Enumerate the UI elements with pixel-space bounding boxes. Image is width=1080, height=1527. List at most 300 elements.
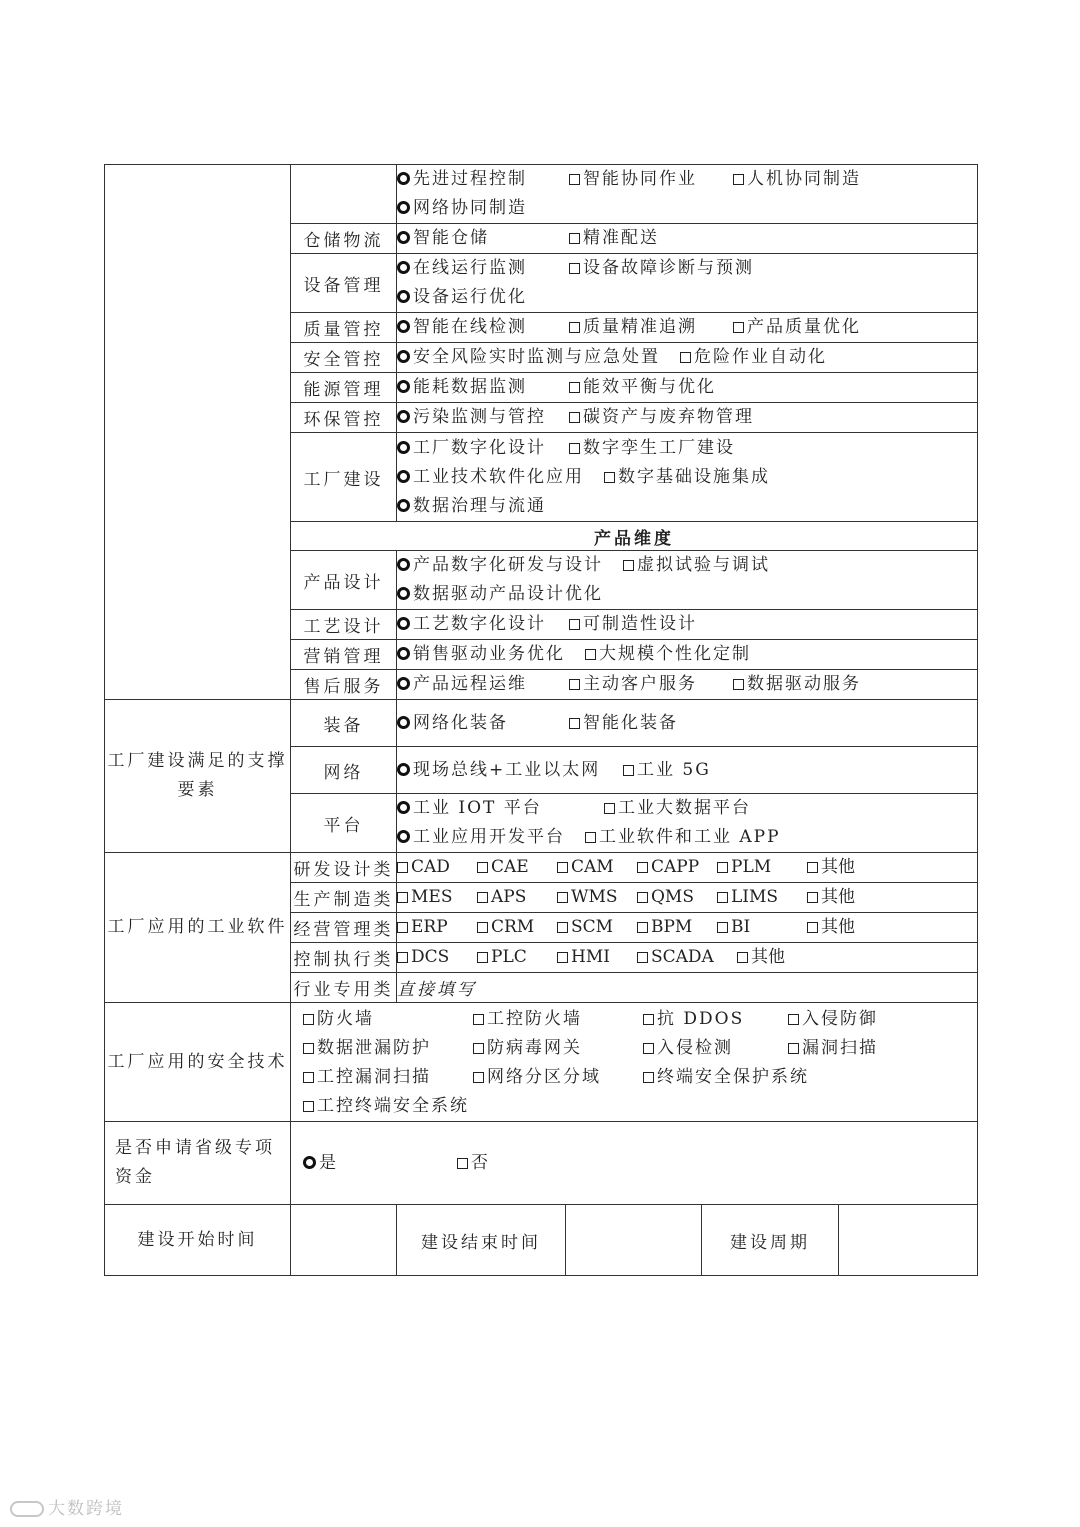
checkbox-empty-icon xyxy=(717,922,728,933)
software-label: CAD xyxy=(411,857,450,877)
software-label: ERP xyxy=(411,917,448,937)
checkbox-empty-icon xyxy=(473,1014,484,1025)
industry-software-input[interactable] xyxy=(397,973,978,1003)
option-item[interactable] xyxy=(585,640,751,669)
security-line xyxy=(303,1063,977,1092)
software-option[interactable] xyxy=(557,853,614,882)
software-option[interactable] xyxy=(397,943,449,972)
option-item[interactable] xyxy=(733,165,861,194)
row-label: 控制执行类 xyxy=(291,943,397,973)
option-item[interactable] xyxy=(397,492,546,521)
option-line xyxy=(397,492,977,521)
checkbox-empty-icon xyxy=(604,803,615,814)
option-line xyxy=(397,580,977,609)
security-label: 漏洞扫描 xyxy=(802,1038,878,1058)
row-label: 平台 xyxy=(291,794,397,853)
option-cell xyxy=(397,747,978,794)
row-label: 装备 xyxy=(291,700,397,747)
radio-selected-icon xyxy=(397,201,410,214)
option-label: 能效平衡与优化 xyxy=(583,377,716,397)
checkbox-empty-icon xyxy=(569,718,580,729)
row-label: 产品设计 xyxy=(291,551,397,610)
security-option[interactable] xyxy=(473,1034,582,1063)
software-line xyxy=(397,943,977,972)
radio-selected-icon xyxy=(397,499,410,512)
radio-selected-icon xyxy=(397,172,410,185)
software-label: 其他 xyxy=(821,887,855,907)
checkbox-empty-icon xyxy=(397,952,408,963)
option-label: 数据治理与流通 xyxy=(413,495,546,516)
option-item[interactable] xyxy=(569,165,697,194)
software-option-cell xyxy=(397,853,978,883)
option-line xyxy=(397,670,977,699)
checkbox-empty-icon xyxy=(643,1043,654,1054)
option-label: 主动客户服务 xyxy=(583,674,697,694)
software-line xyxy=(397,883,977,912)
option-label: 智能在线检测 xyxy=(413,317,527,337)
product-dimension-header: 产品维度 xyxy=(291,522,978,551)
option-cell xyxy=(397,343,978,373)
checkbox-empty-icon xyxy=(788,1043,799,1054)
checkbox-empty-icon xyxy=(643,1014,654,1025)
checkbox-empty-icon xyxy=(569,322,580,333)
row-schedule xyxy=(105,1205,978,1276)
option-item[interactable] xyxy=(569,434,735,463)
radio-selected-icon xyxy=(397,290,410,303)
row-support-equipment xyxy=(105,700,978,747)
checkbox-empty-icon xyxy=(680,352,691,363)
watermark-text: 大数跨境 xyxy=(48,1499,124,1519)
row-label: 安全管控 xyxy=(291,343,397,373)
option-label: 产品远程运维 xyxy=(413,674,527,694)
security-option[interactable] xyxy=(303,1034,431,1063)
row-security xyxy=(105,1003,978,1122)
software-label: 其他 xyxy=(821,857,855,877)
row-label: 生产制造类 xyxy=(291,883,397,913)
option-line xyxy=(397,823,977,852)
checkbox-empty-icon xyxy=(569,382,580,393)
option-item[interactable] xyxy=(733,313,861,342)
security-title: 工厂应用的安全技术 xyxy=(105,1003,291,1122)
option-cell xyxy=(397,700,978,747)
software-label: LIMS xyxy=(731,887,779,907)
security-option[interactable] xyxy=(643,1063,809,1092)
radio-selected-icon xyxy=(397,231,410,244)
security-label: 抗 DDOS xyxy=(657,1009,745,1029)
option-label: 工业应用开发平台 xyxy=(413,827,565,847)
row-label: 售后服务 xyxy=(291,670,397,700)
option-item[interactable] xyxy=(623,756,711,785)
option-line xyxy=(397,224,977,253)
checkbox-empty-icon xyxy=(477,952,488,963)
security-option[interactable] xyxy=(788,1034,878,1063)
option-item[interactable] xyxy=(397,403,546,432)
security-option[interactable] xyxy=(473,1005,582,1034)
option-item[interactable] xyxy=(397,165,527,194)
option-cell xyxy=(397,313,978,343)
option-line xyxy=(397,794,977,823)
software-label: 其他 xyxy=(821,917,855,937)
option-line xyxy=(397,434,977,463)
checkbox-empty-icon xyxy=(473,1043,484,1054)
row-label xyxy=(291,165,397,224)
checkbox-empty-icon xyxy=(569,174,580,185)
row-label: 营销管理 xyxy=(291,640,397,670)
option-cell xyxy=(397,373,978,403)
software-label: CAM xyxy=(571,857,614,877)
security-line xyxy=(303,1005,977,1034)
software-option[interactable] xyxy=(477,883,526,912)
option-label: 智能化装备 xyxy=(583,712,678,733)
software-option[interactable] xyxy=(717,913,750,942)
row-label: 研发设计类 xyxy=(291,853,397,883)
option-label: 污染监测与管控 xyxy=(413,407,546,427)
option-label: 精准配送 xyxy=(583,228,659,248)
checkbox-empty-icon xyxy=(303,1072,314,1083)
checkbox-empty-icon xyxy=(643,1072,654,1083)
checkbox-empty-icon xyxy=(477,892,488,903)
row-label: 仓储物流 xyxy=(291,224,397,254)
software-label: CAE xyxy=(491,857,529,877)
software-label: SCM xyxy=(571,917,614,937)
software-option-cell xyxy=(397,943,978,973)
checkbox-empty-icon xyxy=(557,922,568,933)
dimension-label-cell xyxy=(105,165,291,700)
checkbox-empty-icon xyxy=(637,862,648,873)
option-label: 危险作业自动化 xyxy=(694,347,827,367)
option-item[interactable] xyxy=(569,403,754,432)
option-label: 工艺数字化设计 xyxy=(413,614,546,634)
checkbox-empty-icon xyxy=(604,472,615,483)
software-option[interactable] xyxy=(807,853,855,882)
software-option[interactable] xyxy=(477,913,534,942)
watermark-logo-icon xyxy=(10,1501,44,1517)
option-cell xyxy=(397,640,978,670)
option-label: 数据驱动产品设计优化 xyxy=(413,584,603,604)
option-item[interactable] xyxy=(680,343,827,372)
option-line xyxy=(397,610,977,639)
radio-selected-icon xyxy=(397,320,410,333)
option-label: 数字基础设施集成 xyxy=(618,466,770,487)
radio-selected-icon xyxy=(397,716,410,729)
checkbox-empty-icon xyxy=(585,832,596,843)
security-label: 终端安全保护系统 xyxy=(657,1067,809,1087)
software-line xyxy=(397,853,977,882)
option-line xyxy=(397,640,977,669)
software-label: WMS xyxy=(571,887,618,907)
radio-selected-icon xyxy=(397,647,410,660)
option-item[interactable] xyxy=(397,640,565,669)
option-label: 碳资产与废弃物管理 xyxy=(583,407,754,427)
software-option[interactable] xyxy=(477,853,529,882)
security-label: 网络分区分域 xyxy=(487,1067,601,1087)
period-label: 建设周期 xyxy=(702,1205,839,1276)
option-item[interactable] xyxy=(397,343,660,372)
option-item[interactable] xyxy=(569,254,754,283)
funding-yes-label: 是 xyxy=(319,1152,338,1173)
start-time-label: 建设开始时间 xyxy=(105,1205,291,1276)
radio-selected-icon xyxy=(397,558,410,571)
software-title: 工厂应用的工业软件 xyxy=(105,853,291,1003)
checkbox-empty-icon xyxy=(637,892,648,903)
option-line xyxy=(397,313,977,342)
software-label: CRM xyxy=(491,917,535,937)
software-option[interactable] xyxy=(397,853,450,882)
software-label: BPM xyxy=(651,917,693,937)
security-line xyxy=(303,1092,977,1121)
option-label: 设备运行优化 xyxy=(413,287,527,307)
row-funding xyxy=(105,1122,978,1205)
security-option[interactable] xyxy=(303,1063,431,1092)
option-line xyxy=(397,463,977,492)
option-item[interactable] xyxy=(604,794,751,823)
option-cell xyxy=(397,433,978,522)
checkbox-empty-icon xyxy=(557,892,568,903)
option-item[interactable] xyxy=(569,709,678,738)
radio-selected-icon xyxy=(397,587,410,600)
option-item[interactable] xyxy=(604,463,770,492)
checkbox-empty-icon xyxy=(303,1101,314,1112)
radio-selected-icon xyxy=(397,380,410,393)
security-label: 防病毒网关 xyxy=(487,1038,582,1058)
option-item[interactable] xyxy=(397,551,603,580)
software-option[interactable] xyxy=(557,883,618,912)
security-label: 工控防火墙 xyxy=(487,1009,582,1029)
security-line xyxy=(303,1034,977,1063)
radio-selected-icon xyxy=(397,350,410,363)
option-label: 智能协同作业 xyxy=(583,169,697,189)
checkbox-empty-icon xyxy=(733,322,744,333)
row-label: 质量管控 xyxy=(291,313,397,343)
software-option[interactable] xyxy=(557,913,613,942)
security-label: 工控终端安全系统 xyxy=(317,1096,469,1116)
checkbox-empty-icon xyxy=(303,1043,314,1054)
security-option[interactable] xyxy=(788,1005,878,1034)
option-item[interactable] xyxy=(623,551,770,580)
software-label: BI xyxy=(731,917,751,937)
software-option[interactable] xyxy=(637,943,714,972)
security-label: 数据泄漏防护 xyxy=(317,1038,431,1058)
radio-selected-icon xyxy=(397,470,410,483)
funding-yes-option[interactable] xyxy=(303,1149,338,1178)
option-label: 大规模个性化定制 xyxy=(599,644,751,664)
radio-selected-icon xyxy=(397,441,410,454)
checkbox-empty-icon xyxy=(807,892,818,903)
software-option[interactable] xyxy=(807,883,855,912)
software-label: PLC xyxy=(491,947,527,967)
checkbox-empty-icon xyxy=(397,862,408,873)
funding-option-cell xyxy=(291,1122,978,1205)
software-option[interactable] xyxy=(737,943,785,972)
option-label: 销售驱动业务优化 xyxy=(413,644,565,664)
checkbox-empty-icon xyxy=(397,922,408,933)
option-item[interactable] xyxy=(397,373,527,402)
option-line xyxy=(397,343,977,372)
option-item[interactable] xyxy=(397,313,527,342)
option-line xyxy=(397,283,977,312)
option-label: 产品质量优化 xyxy=(747,317,861,337)
checkbox-empty-icon xyxy=(585,649,596,660)
application-form-table xyxy=(104,164,978,1276)
option-line xyxy=(397,403,977,432)
option-label: 工业技术软件化应用 xyxy=(413,466,584,487)
checkbox-empty-icon xyxy=(303,1014,314,1025)
option-label: 质量精准追溯 xyxy=(583,317,697,337)
radio-selected-icon xyxy=(397,261,410,274)
security-option[interactable] xyxy=(303,1092,469,1121)
software-label: 其他 xyxy=(751,947,785,967)
option-label: 工业 IOT 平台 xyxy=(413,798,542,818)
option-line xyxy=(397,373,977,402)
radio-selected-icon xyxy=(303,1156,316,1169)
software-option[interactable] xyxy=(717,883,778,912)
software-option[interactable] xyxy=(637,913,692,942)
software-option[interactable] xyxy=(397,883,452,912)
end-time-input[interactable] xyxy=(566,1205,702,1276)
option-label: 网络协同制造 xyxy=(413,198,527,218)
software-option-cell xyxy=(397,883,978,913)
option-item[interactable] xyxy=(397,610,546,639)
option-item[interactable] xyxy=(569,670,697,699)
option-item[interactable] xyxy=(397,756,600,785)
row-process-control xyxy=(105,165,978,224)
radio-selected-icon xyxy=(397,830,410,843)
option-item[interactable] xyxy=(569,313,697,342)
checkbox-empty-icon xyxy=(637,952,648,963)
checkbox-empty-icon xyxy=(569,263,580,274)
option-label: 可制造性设计 xyxy=(583,614,697,634)
checkbox-empty-icon xyxy=(569,679,580,690)
row-label: 网络 xyxy=(291,747,397,794)
software-option[interactable] xyxy=(557,943,610,972)
checkbox-empty-icon xyxy=(623,560,634,571)
checkbox-empty-icon xyxy=(623,765,634,776)
option-item[interactable] xyxy=(397,823,565,852)
funding-no-option[interactable] xyxy=(457,1149,490,1178)
option-line xyxy=(397,194,977,223)
software-label: HMI xyxy=(571,947,610,967)
option-item[interactable] xyxy=(397,283,527,312)
option-item[interactable] xyxy=(397,709,508,738)
option-item[interactable] xyxy=(397,434,546,463)
checkbox-empty-icon xyxy=(569,233,580,244)
option-label: 数字孪生工厂建设 xyxy=(583,437,735,458)
funding-no-label: 否 xyxy=(471,1152,490,1173)
option-item[interactable] xyxy=(397,254,527,283)
option-label: 虚拟试验与调试 xyxy=(637,555,770,575)
option-item[interactable] xyxy=(569,224,659,253)
option-label: 数据驱动服务 xyxy=(747,674,861,694)
industry-software-hint: 直接填写 xyxy=(397,980,477,1000)
option-cell xyxy=(397,794,978,853)
security-option[interactable] xyxy=(303,1005,374,1034)
software-option[interactable] xyxy=(807,913,855,942)
security-label: 入侵检测 xyxy=(657,1038,733,1058)
software-option[interactable] xyxy=(637,853,699,882)
radio-selected-icon xyxy=(397,763,410,776)
software-option[interactable] xyxy=(637,883,694,912)
option-line xyxy=(397,551,977,580)
option-item[interactable] xyxy=(569,610,697,639)
checkbox-empty-icon xyxy=(717,862,728,873)
checkbox-empty-icon xyxy=(637,922,648,933)
support-title: 工厂建设满足的支撑要素 xyxy=(105,700,291,853)
checkbox-empty-icon xyxy=(397,892,408,903)
software-label: SCADA xyxy=(651,947,714,967)
option-item[interactable] xyxy=(397,580,603,609)
option-line xyxy=(397,709,977,738)
option-label: 工业 5G xyxy=(637,759,711,780)
option-item[interactable] xyxy=(733,670,861,699)
software-option[interactable] xyxy=(717,853,771,882)
option-item[interactable] xyxy=(397,463,584,492)
end-time-label: 建设结束时间 xyxy=(397,1205,566,1276)
checkbox-empty-icon xyxy=(477,862,488,873)
checkbox-empty-icon xyxy=(807,862,818,873)
row-label: 环保管控 xyxy=(291,403,397,433)
option-label: 先进过程控制 xyxy=(413,169,527,189)
option-cell xyxy=(397,551,978,610)
option-label: 工业软件和工业 APP xyxy=(599,827,781,847)
checkbox-empty-icon xyxy=(557,952,568,963)
option-item[interactable] xyxy=(397,670,527,699)
option-label: 网络化装备 xyxy=(413,712,508,733)
option-label: 设备故障诊断与预测 xyxy=(583,258,754,278)
period-input[interactable] xyxy=(839,1205,978,1276)
option-label: 在线运行监测 xyxy=(413,258,527,278)
option-item[interactable] xyxy=(397,224,489,253)
security-label: 入侵防御 xyxy=(802,1009,878,1029)
option-label: 安全风险实时监测与应急处置 xyxy=(413,347,660,367)
start-time-input[interactable] xyxy=(291,1205,397,1276)
software-label: DCS xyxy=(411,947,450,967)
option-label: 工业大数据平台 xyxy=(618,798,751,818)
option-item[interactable] xyxy=(569,373,716,402)
software-label: MES xyxy=(411,887,453,907)
option-cell xyxy=(397,403,978,433)
option-label: 人机协同制造 xyxy=(747,169,861,189)
option-item[interactable] xyxy=(585,823,781,852)
radio-selected-icon xyxy=(397,410,410,423)
software-option[interactable] xyxy=(397,913,448,942)
software-label: QMS xyxy=(651,887,694,907)
radio-selected-icon xyxy=(397,617,410,630)
row-label: 工厂建设 xyxy=(291,433,397,522)
option-item[interactable] xyxy=(397,194,527,223)
security-option[interactable] xyxy=(643,1034,733,1063)
funding-label: 是否申请省级专项资金 xyxy=(105,1122,291,1205)
option-line xyxy=(397,165,977,194)
checkbox-empty-icon xyxy=(807,922,818,933)
checkbox-empty-icon xyxy=(477,922,488,933)
radio-selected-icon xyxy=(397,801,410,814)
security-option[interactable] xyxy=(643,1005,744,1034)
checkbox-empty-icon xyxy=(737,952,748,963)
row-label: 能源管理 xyxy=(291,373,397,403)
row-software-rd xyxy=(105,853,978,883)
software-option[interactable] xyxy=(477,943,527,972)
radio-selected-icon xyxy=(397,677,410,690)
security-label: 防火墙 xyxy=(317,1009,374,1029)
checkbox-empty-icon xyxy=(457,1158,468,1169)
security-option[interactable] xyxy=(473,1063,601,1092)
option-line xyxy=(397,254,977,283)
watermark xyxy=(10,1494,124,1519)
checkbox-empty-icon xyxy=(569,619,580,630)
option-cell xyxy=(397,254,978,313)
option-item[interactable] xyxy=(397,794,542,823)
checkbox-empty-icon xyxy=(788,1014,799,1025)
